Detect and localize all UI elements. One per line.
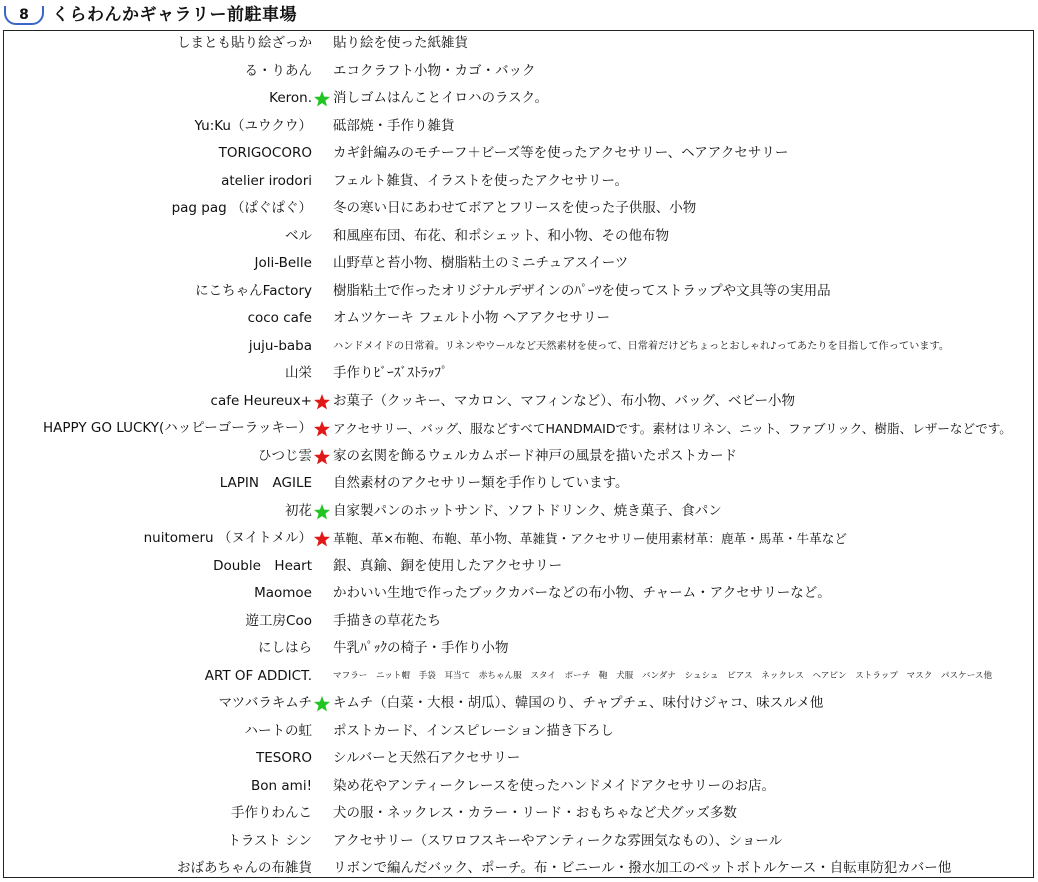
vendor-name: トラスト シン xyxy=(227,832,312,849)
vendor-name: ベル xyxy=(285,227,312,244)
vendor-description: ポストカード、インスピレーション描き下ろし xyxy=(333,722,614,739)
vendor-row xyxy=(0,195,1036,222)
vendor-row xyxy=(0,553,1036,580)
vendor-name: HAPPY GO LUCKY(ハッピーゴーラッキー） xyxy=(42,420,312,436)
vendor-description: エコクラフト小物・カゴ・バック xyxy=(333,62,536,79)
vendor-name: Bon ami! xyxy=(251,777,312,794)
vendor-description: 染め花やアンティークレースを使ったハンドメイドアクセサリーのお店。 xyxy=(333,777,775,794)
vendor-row xyxy=(0,773,1036,800)
vendor-name: pag pag （ぱぐぱぐ） xyxy=(171,200,312,216)
vendor-description: アクセサリー（スワロフスキーやアンティークな雰囲気なもの）、ショール xyxy=(333,832,783,849)
vendor-name: Double Heart xyxy=(213,557,312,574)
vendor-name: cafe Heureux+ xyxy=(210,392,312,409)
vendor-name: マツバラキムチ xyxy=(218,695,312,711)
vendor-row xyxy=(0,690,1036,717)
vendor-row xyxy=(0,250,1036,277)
vendor-description: 犬の服・ネックレス・カラー・リード・おもちゃなど犬グッズ多数 xyxy=(333,805,737,821)
vendor-description: 樹脂粘土で作ったオリジナルデザインのﾊﾟｰﾂを使ってストラップや文具等の実用品 xyxy=(333,282,831,299)
vendor-name: ひつじ雲 xyxy=(258,447,312,464)
vendor-name: LAPIN AGILE xyxy=(219,475,312,491)
page-title: くらわんかギャラリー前駐車場 xyxy=(52,5,297,25)
page-header xyxy=(0,0,1038,30)
vendor-row xyxy=(0,223,1036,250)
vendor-row xyxy=(0,498,1036,525)
vendor-row xyxy=(0,800,1036,827)
vendor-name: 遊工房Coo xyxy=(245,612,312,629)
vendor-description: オムツケーキ フェルト小物 ヘアアクセサリー xyxy=(333,310,610,326)
vendor-row xyxy=(0,745,1036,772)
red-star-icon xyxy=(313,448,331,466)
vendor-name: 初花 xyxy=(285,502,312,519)
vendor-row xyxy=(0,443,1036,470)
red-star-icon xyxy=(313,530,331,548)
vendor-name: ART OF ADDICT. xyxy=(204,667,312,684)
vendor-row xyxy=(0,360,1036,387)
red-star-icon xyxy=(313,393,331,411)
vendor-description: カギ針編みのモチーフ＋ビーズ等を使ったアクセサリー、ヘアアクセサリー xyxy=(333,145,789,161)
vendor-description: お菓子（クッキー、マカロン、マフィンなど）、布小物、バッグ、ベビー小物 xyxy=(333,392,795,409)
vendor-name: coco cafe xyxy=(247,310,312,326)
vendor-name: nuitomeru （ヌイトメル） xyxy=(143,530,312,546)
vendor-description: ハンドメイドの日常着。リネンやウールなど天然素材を使って、日常着だけどちょっとおしゃれ♪ってあたりを目指して作っています。 xyxy=(333,340,950,352)
vendor-description: 和風座布団、布花、和ポシェット、和小物、その他布物 xyxy=(333,227,670,244)
vendor-row xyxy=(0,470,1036,497)
vendor-row xyxy=(0,333,1036,360)
vendor-row xyxy=(0,718,1036,745)
vendor-description: キムチ（白菜・大根・胡瓜）、韓国のり、チャプチェ、味付けジャコ、味スルメ他 xyxy=(333,695,824,711)
vendor-description: アクセサリー、バッグ、服などすべてHANDMAIDです。素材はリネン、ニット、ファブリック、樹脂、レザーなどです。 xyxy=(333,421,1012,436)
vendor-row xyxy=(0,855,1036,882)
vendor-name: 山栄 xyxy=(285,365,312,381)
vendor-row xyxy=(0,168,1036,195)
vendor-row xyxy=(0,580,1036,607)
vendor-description: 手作りﾋﾞｰｽﾞｽﾄﾗｯﾌﾟ xyxy=(333,365,448,381)
vendor-description: 山野草と苔小物、樹脂粘土のミニチュアスイーツ xyxy=(333,255,629,271)
vendor-description: 砥部焼・手作り雑貨 xyxy=(333,117,455,134)
vendor-description: かわいい生地で作ったブックカバーなどの布小物、チャーム・アクセサリーなど。 xyxy=(333,585,831,601)
vendor-name: TESORO xyxy=(256,750,312,766)
vendor-description: 自家製パンのホットサンド、ソフトドリンク、焼き菓子、食パン xyxy=(333,502,722,519)
vendor-row xyxy=(0,388,1036,415)
vendor-name: にこちゃんFactory xyxy=(195,282,312,299)
vendor-row xyxy=(0,113,1036,140)
vendor-description: 家の玄関を飾るウェルカムボード神戸の風景を描いたポストカード xyxy=(333,447,738,464)
vendor-row xyxy=(0,525,1036,552)
vendor-name: Joli-Belle xyxy=(254,255,312,271)
vendor-description: フェルト雑貨、イラストを使ったアクセサリー。 xyxy=(333,172,628,189)
vendor-row xyxy=(0,608,1036,635)
green-star-icon xyxy=(313,503,331,521)
vendor-row xyxy=(0,85,1036,112)
vendor-name: おばあちゃんの布雑貨 xyxy=(177,860,312,876)
vendor-row xyxy=(0,635,1036,662)
vendor-description: 消しゴムはんことイロハのラスク。 xyxy=(333,90,549,106)
vendor-description: 貼り絵を使った紙雑貨 xyxy=(333,35,468,51)
vendor-description: 冬の寒い日にあわせてボアとフリースを使った子供服、小物 xyxy=(333,200,697,216)
vendor-description: リボンで編んだバック、ポーチ。布・ビニール・撥水加工のペットボトルケース・自転車防犯カバー他 xyxy=(333,860,952,876)
vendor-description: 牛乳ﾊﾟｯｸの椅子・手作り小物 xyxy=(333,640,509,656)
section-number-badge: 8 xyxy=(4,6,44,25)
vendor-name: しまとも貼り絵ざっか xyxy=(177,35,312,51)
red-star-icon xyxy=(313,420,331,438)
vendor-row xyxy=(0,30,1036,57)
vendor-name: にしはら xyxy=(258,640,312,656)
vendor-row xyxy=(0,140,1036,167)
vendor-row xyxy=(0,415,1036,442)
vendor-description: 銀、真鍮、銅を使用したアクセサリー xyxy=(333,557,563,574)
vendor-name: juju-baba xyxy=(248,337,312,354)
vendor-name: ハートの虹 xyxy=(244,722,312,739)
vendor-description: 手描きの草花たち xyxy=(333,612,441,629)
green-star-icon xyxy=(313,90,331,108)
vendor-name: Yu:Ku（ユウクウ） xyxy=(194,117,312,134)
vendor-name: Maomoe xyxy=(254,585,312,601)
vendor-row xyxy=(0,58,1036,85)
vendor-name: Keron. xyxy=(269,90,312,106)
vendor-row xyxy=(0,663,1036,690)
vendor-description: マフラー ニット帽 手袋 耳当て 赤ちゃん服 スタイ ポーチ 鞄 犬服 バンダナ シュシュ ピアス ネックレス ヘアピン ストラップ マスク パスケース他 xyxy=(333,670,993,681)
vendor-name: TORIGOCORO xyxy=(218,145,312,161)
vendor-description: 革鞄、革×布鞄、布鞄、革小物、革雑貨・アクセサリー使用素材革：鹿革・馬革・牛革など xyxy=(333,531,847,546)
vendor-description: シルバーと天然石アクセサリー xyxy=(333,750,521,766)
green-star-icon xyxy=(313,695,331,713)
vendor-name: る・りあん xyxy=(244,62,312,79)
vendor-row xyxy=(0,278,1036,305)
vendor-name: atelier irodori xyxy=(221,172,312,189)
vendor-description: 自然素材のアクセサリー類を手作りしています。 xyxy=(333,475,629,491)
vendor-name: 手作りわんこ xyxy=(231,805,312,821)
vendor-row xyxy=(0,828,1036,855)
vendor-row xyxy=(0,305,1036,332)
